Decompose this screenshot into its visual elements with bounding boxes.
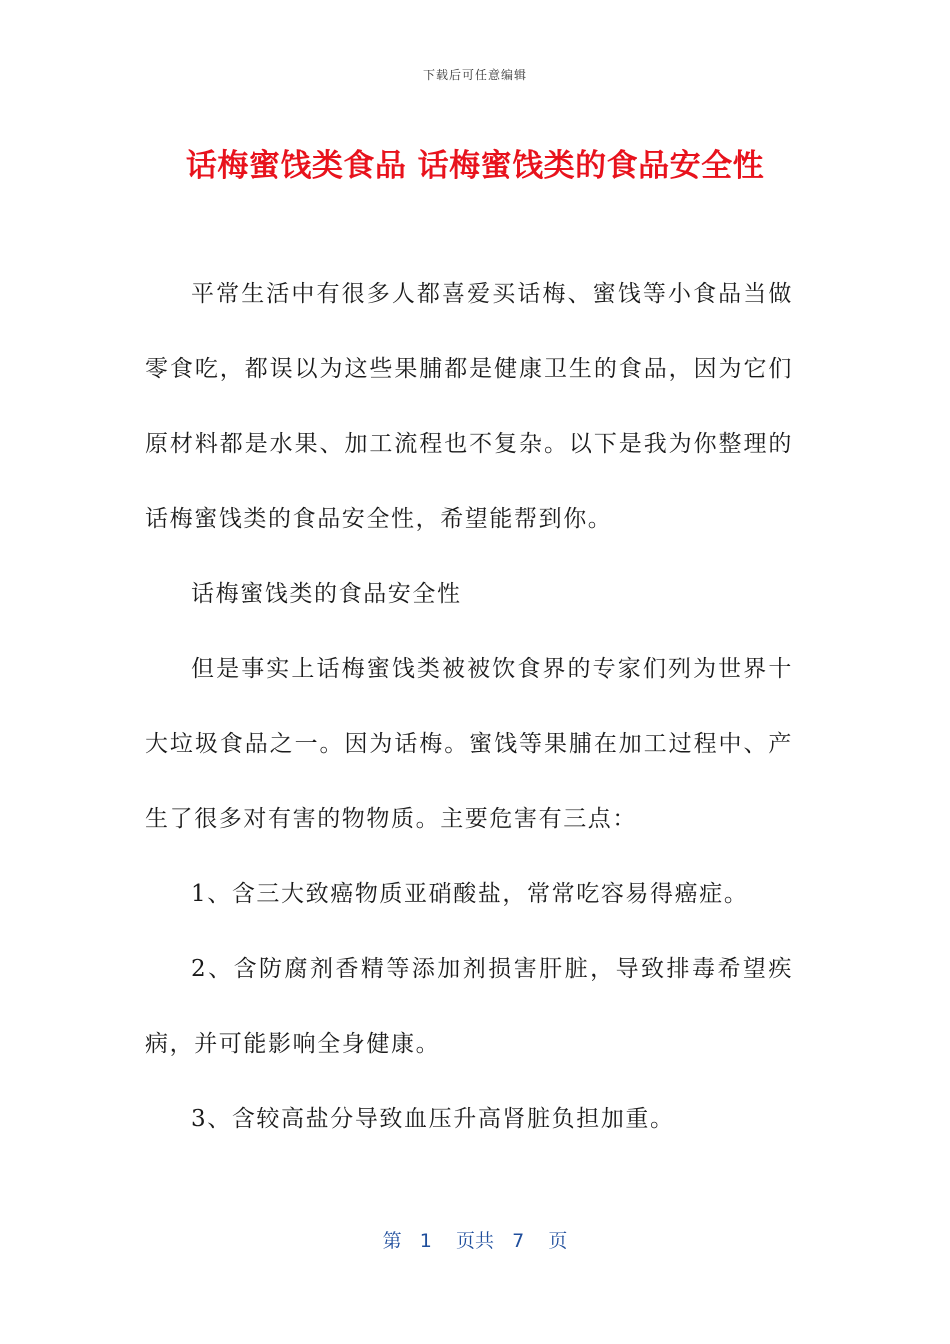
paragraph-point-1: 1、含三大致癌物质亚硝酸盐，常常吃容易得癌症。 [191,881,749,907]
paragraph-fact: 但是事实上话梅蜜饯类被被饮食界的专家们列为世界十大垃圾食品之一。因为话梅。蜜饯等果脯在加工过程中、产生了很多对有害的物物质。主要危害有三点： [145,656,793,832]
paragraph-point-2: 2、含防腐剂香精等添加剂损害肝脏，导致排毒希望疾病，并可能影响全身健康。 [145,956,793,1057]
footer-page-middle: 页共 [455,1230,494,1252]
footer-page-number: 1 [419,1230,432,1252]
page-header-note: 下载后可任意编辑 [422,68,527,82]
document-body [145,257,793,1157]
paragraph-intro: 平常生活中有很多人都喜爱买话梅、蜜饯等小食品当做零食吃，都误以为这些果脯都是健康卫生的食品，因为它们原材料都是水果、加工流程也不复杂。以下是我为你整理的话梅蜜饯类的食品安全性，希望能帮到你。 [145,281,793,532]
page-footer [0,1226,950,1253]
footer-page-prefix: 第 [382,1230,402,1252]
paragraph-point-3: 3、含较高盐分导致血压升高肾脏负担加重。 [191,1106,675,1132]
footer-total-pages: 7 [512,1230,525,1252]
paragraph-subheading: 话梅蜜饯类的食品安全性 [191,581,462,607]
footer-page-suffix: 页 [548,1230,568,1252]
document-title: 话梅蜜饯类食品 话梅蜜饯类的食品安全性 [185,148,765,184]
